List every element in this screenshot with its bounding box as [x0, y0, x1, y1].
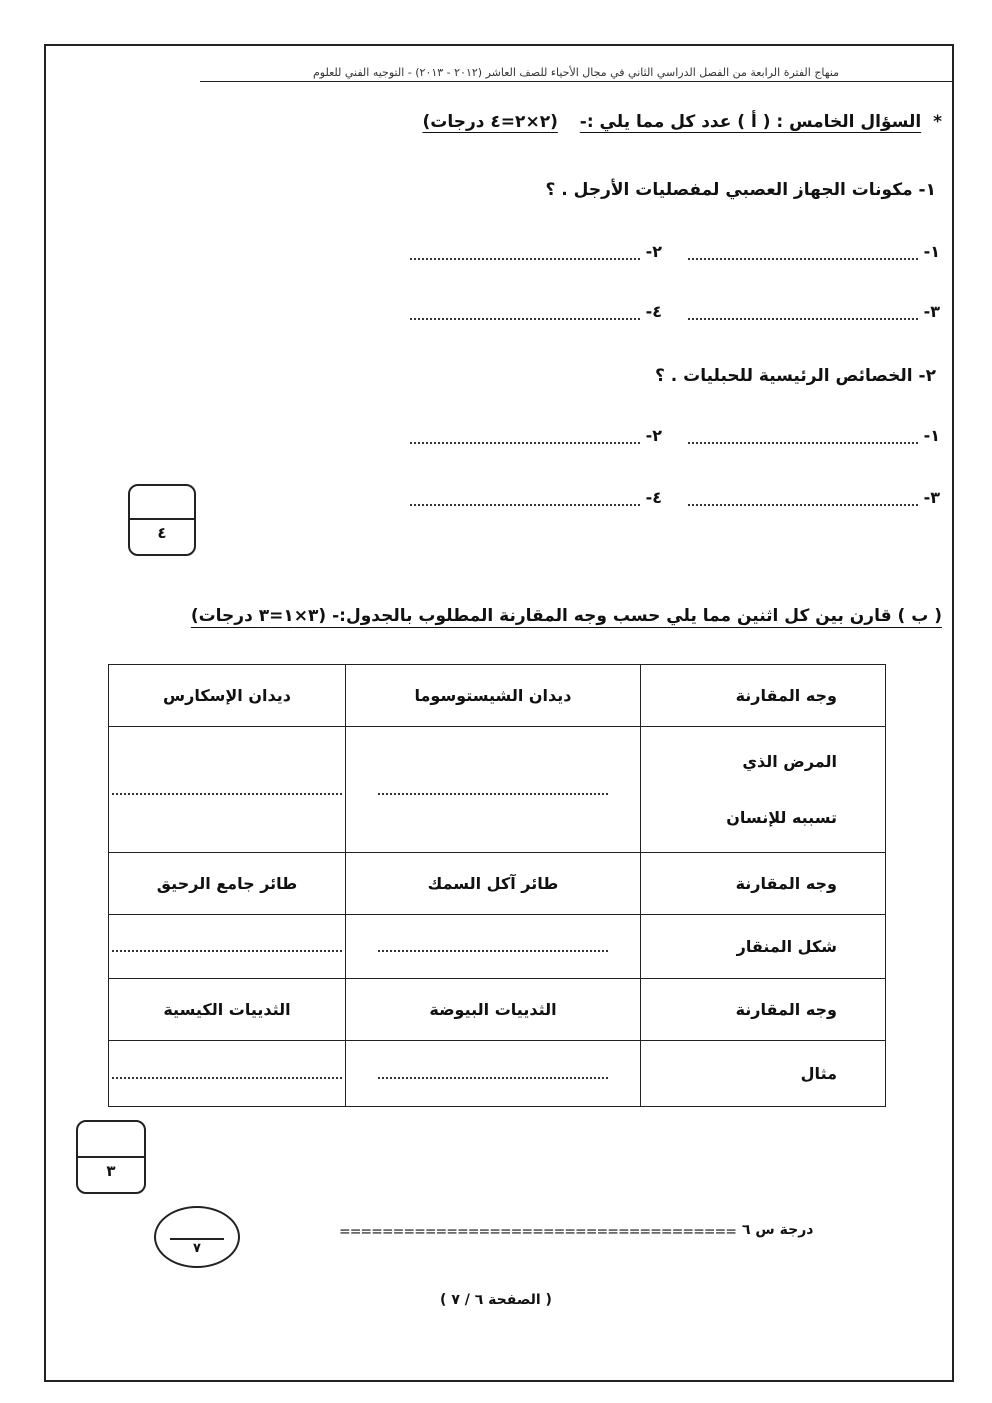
answer-number: ٣-	[923, 302, 940, 321]
item-2-answer-4[interactable]	[410, 488, 662, 507]
answer-cell[interactable]	[109, 915, 346, 979]
separator-equals: =====================================	[338, 1224, 736, 1240]
answer-number: ٢-	[645, 426, 662, 445]
answer-number: ٤-	[645, 488, 662, 507]
column-header: طائر آكل السمك	[346, 853, 641, 915]
item-2-answer-1[interactable]	[688, 426, 940, 445]
table-row	[109, 853, 886, 915]
aspect-header: وجه المقارنة	[641, 853, 886, 915]
answer-number: ٤-	[645, 302, 662, 321]
answer-blank[interactable]	[378, 944, 608, 952]
column-header: ديدان الإسكارس	[109, 665, 346, 727]
answer-number: ١-	[923, 242, 940, 261]
answer-blank[interactable]	[688, 492, 918, 506]
table-row	[109, 1041, 886, 1107]
table-row	[109, 915, 886, 979]
answer-blank[interactable]	[112, 944, 342, 952]
score-divider	[170, 1238, 224, 1240]
aspect-cell: شكل المنقار	[641, 915, 886, 979]
aspect-line: المرض الذي	[742, 751, 837, 771]
table-row	[109, 979, 886, 1041]
aspect-header: وجه المقارنة	[641, 979, 886, 1041]
column-header: ديدان الشيستوسوما	[346, 665, 641, 727]
answer-blank[interactable]	[378, 1071, 608, 1079]
answer-number: ٢-	[645, 242, 662, 261]
total-score-oval	[154, 1206, 240, 1268]
answer-blank[interactable]	[688, 430, 918, 444]
aspect-cell: مثال	[641, 1041, 886, 1107]
aspect-header: وجه المقارنة	[641, 665, 886, 727]
score-box-part-a	[128, 484, 196, 556]
item-1-answer-2[interactable]	[410, 242, 662, 261]
item-2-answer-3[interactable]	[688, 488, 940, 507]
column-header: طائر جامع الرحيق	[109, 853, 346, 915]
part-b-title: ( ب ) قارن بين كل اثنين مما يلي حسب وجه المقارنة المطلوب بالجدول:- (٣×١=٣ درجات)	[190, 606, 942, 626]
answer-blank[interactable]	[378, 787, 608, 795]
item-1-answer-3[interactable]	[688, 302, 940, 321]
answer-number: ٣-	[923, 488, 940, 507]
question-5-heading: السؤال الخامس : ( أ ) عدد كل مما يلي :-	[579, 112, 922, 132]
column-header: الثدييات البيوضة	[346, 979, 641, 1041]
answer-blank[interactable]	[410, 492, 640, 506]
aspect-cell	[641, 727, 886, 853]
answer-blank[interactable]	[410, 246, 640, 260]
answer-number: ١-	[923, 426, 940, 445]
question-5-title	[422, 112, 942, 132]
score-divider	[78, 1156, 144, 1158]
total-score-value: ٧	[193, 1241, 201, 1256]
page-number: ( الصفحة ٦ / ٧ )	[440, 1292, 552, 1308]
item-1-answer-4[interactable]	[410, 302, 662, 321]
item-1-answer-1[interactable]	[688, 242, 940, 261]
item-2-answer-2[interactable]	[410, 426, 662, 445]
column-header: الثدييات الكيسية	[109, 979, 346, 1041]
answer-blank[interactable]	[112, 787, 342, 795]
answer-blank[interactable]	[688, 246, 918, 260]
item-2-prompt: ٢- الخصائص الرئيسية للحبليات . ؟	[654, 366, 936, 386]
answer-cell[interactable]	[346, 1041, 641, 1107]
answer-cell[interactable]	[109, 1041, 346, 1107]
answer-cell[interactable]	[346, 727, 641, 853]
table-row	[109, 665, 886, 727]
answer-cell[interactable]	[109, 727, 346, 853]
score-value: ٤	[157, 524, 167, 542]
answer-blank[interactable]	[410, 430, 640, 444]
aspect-line: تسببه للإنسان	[726, 807, 837, 827]
answer-blank[interactable]	[688, 306, 918, 320]
score-box-part-b	[76, 1120, 146, 1194]
answer-blank[interactable]	[112, 1071, 342, 1079]
comparison-table	[108, 664, 886, 1107]
answer-blank[interactable]	[410, 306, 640, 320]
score-divider	[130, 518, 194, 520]
answer-cell[interactable]	[346, 915, 641, 979]
score-value: ٣	[106, 1162, 116, 1180]
page-header: منهاج الفترة الرابعة من الفصل الدراسي الثاني في مجال الأحياء للصف العاشر (٢٠١٢ - ٢٠١٣) - التوجيه الفني للعلوم	[200, 66, 952, 82]
star-icon: *	[933, 112, 942, 132]
question-5-marks: (٢×٢=٤ درجات)	[422, 112, 558, 132]
total-score-label: درجة س ٦	[742, 1222, 814, 1238]
table-row	[109, 727, 886, 853]
item-1-prompt: ١- مكونات الجهاز العصبي لمفصليات الأرجل . ؟	[545, 180, 936, 200]
